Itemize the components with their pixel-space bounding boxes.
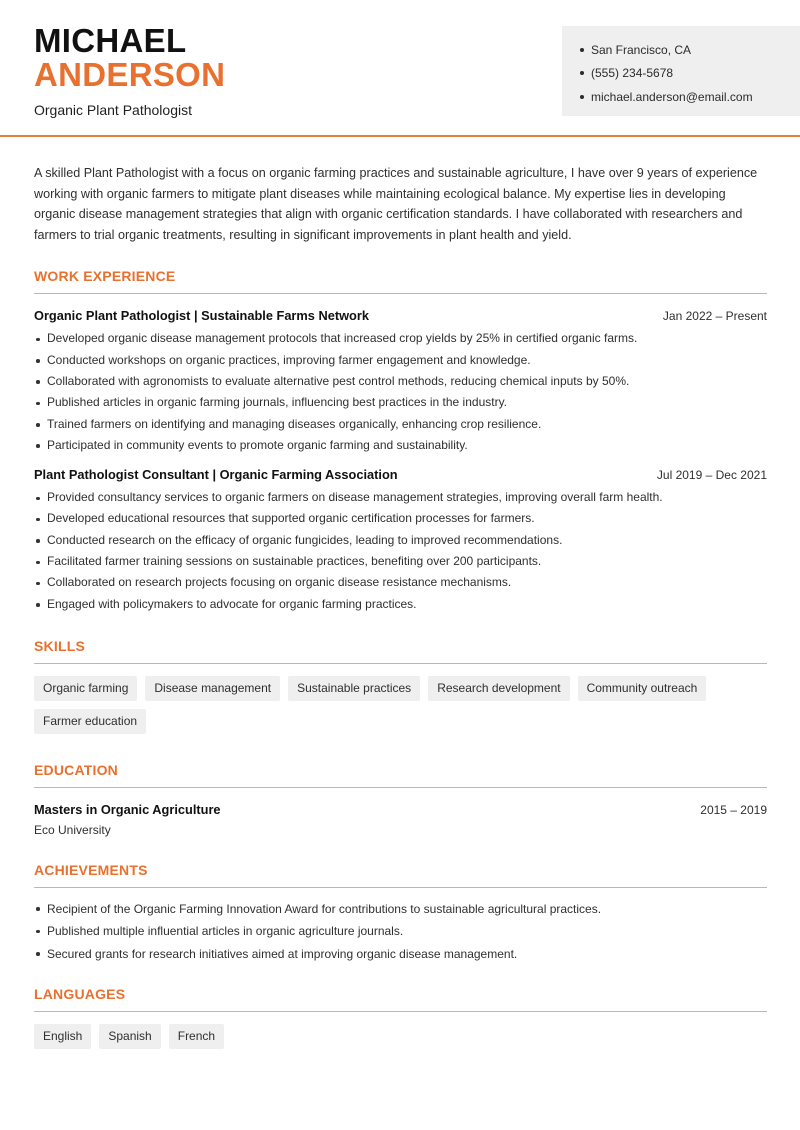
list-item: Participated in community events to promote organic farming and sustainability. (34, 435, 767, 456)
list-item: Collaborated with agronomists to evaluate alternative pest control methods, reducing chemical inputs by 50%. (34, 371, 767, 392)
summary: A skilled Plant Pathologist with a focus on organic farming practices and sustainable agriculture, I have over 9 years of experience working with organic farmers to mitigate plant diseases while maintaining ecological balance. My expertise lies in developing organic disease management strategies that align with organic certification standards. I have collaborated with researchers and farmers to trial organic treatments, resulting in significant improvements in plant health and yield. (34, 166, 758, 242)
job-dates: Jan 2022 – Present (662, 309, 767, 324)
job-bullets (34, 328, 767, 456)
list-item: Engaged with policymakers to advocate for organic farming practices. (34, 594, 767, 615)
email-text: michael.anderson@email.com (591, 89, 753, 104)
skill-chip: Disease management (145, 676, 280, 701)
resume-content (34, 163, 767, 1049)
job-entry (34, 308, 767, 456)
skills-list (34, 676, 767, 734)
education-school: Eco University (34, 822, 111, 837)
resume-header (0, 0, 800, 137)
skill-chip: Sustainable practices (288, 676, 420, 701)
list-item: Facilitated farmer training sessions on sustainable practices, benefiting over 200 participants. (34, 551, 767, 572)
skill-chip: Community outreach (578, 676, 707, 701)
job-role: Organic Plant Pathologist | Sustainable Farms Network (34, 308, 369, 324)
last-name: ANDERSON (34, 56, 226, 93)
list-item: Secured grants for research initiatives aimed at improving organic disease management. (34, 943, 767, 966)
job-header (34, 308, 767, 323)
list-item: Published multiple influential articles in organic agriculture journals. (34, 920, 767, 943)
education-header (34, 802, 767, 817)
list-item: Collaborated on research projects focusing on organic disease resistance mechanisms. (34, 572, 767, 593)
job-title: Organic Plant Pathologist (34, 102, 192, 118)
language-chip: English (34, 1024, 91, 1049)
job-header (34, 467, 767, 482)
contact-phone (580, 62, 800, 86)
job-entry (34, 467, 767, 615)
skills-section (34, 638, 767, 734)
bullet-icon (580, 71, 584, 75)
section-title-work: WORK EXPERIENCE (34, 268, 767, 294)
education-years: 2015 – 2019 (700, 802, 767, 817)
job-bullets (34, 487, 767, 615)
list-item: Recipient of the Organic Farming Innovation Award for contributions to sustainable agricultural practices. (34, 898, 767, 921)
list-item: Trained farmers on identifying and managing diseases organically, enhancing crop resilience. (34, 414, 767, 435)
list-item: Developed educational resources that supported organic certification processes for farmers. (34, 508, 767, 529)
list-item: Developed organic disease management protocols that increased crop yields by 25% in certified organic farms. (34, 328, 767, 349)
education-section (34, 762, 767, 837)
bullet-icon (580, 95, 584, 99)
language-chip: French (169, 1024, 224, 1049)
languages-section (34, 986, 767, 1049)
skill-chip: Farmer education (34, 709, 146, 734)
first-name: MICHAEL (34, 22, 187, 59)
contact-location (580, 38, 800, 62)
list-item: Published articles in organic farming journals, influencing best practices in the industry. (34, 392, 767, 413)
education-entry (34, 802, 767, 837)
achievements-list (34, 898, 767, 966)
bullet-icon (580, 48, 584, 52)
job-dates: Jul 2019 – Dec 2021 (656, 468, 767, 483)
language-chip: Spanish (99, 1024, 160, 1049)
list-item: Provided consultancy services to organic farmers on disease management strategies, improving overall farm health. (34, 487, 767, 508)
job-role: Plant Pathologist Consultant | Organic Farming Association (34, 467, 398, 483)
section-title-education: EDUCATION (34, 762, 767, 788)
contact-email (580, 85, 800, 109)
list-item: Conducted workshops on organic practices, improving farmer engagement and knowledge. (34, 350, 767, 371)
phone-text: (555) 234-5678 (591, 66, 674, 81)
section-title-achievements: ACHIEVEMENTS (34, 862, 767, 888)
name-block (34, 24, 225, 118)
contact-box (562, 26, 800, 116)
section-title-skills: SKILLS (34, 638, 767, 664)
education-degree: Masters in Organic Agriculture (34, 801, 221, 817)
list-item: Conducted research on the efficacy of organic fungicides, leading to improved recommendations. (34, 530, 767, 551)
skill-chip: Organic farming (34, 676, 137, 701)
location-text: San Francisco, CA (591, 42, 692, 57)
work-section (34, 268, 767, 615)
achievements-section (34, 862, 767, 966)
skill-chip: Research development (428, 676, 569, 701)
languages-list (34, 1024, 767, 1049)
section-title-languages: LANGUAGES (34, 986, 767, 1012)
